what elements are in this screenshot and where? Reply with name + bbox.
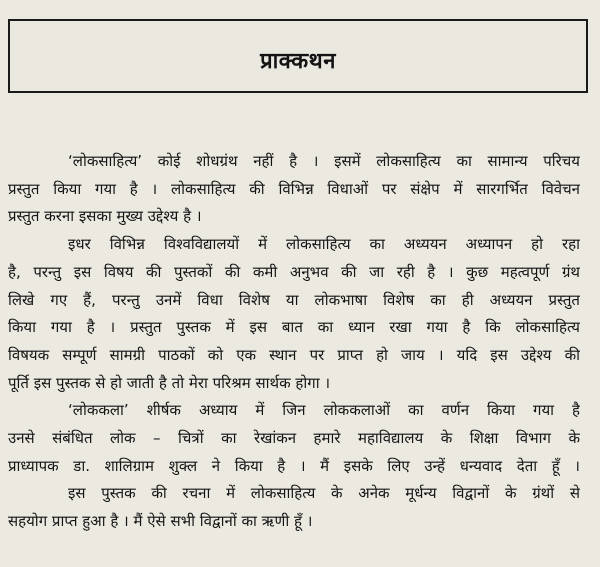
paragraph-3-line-1: ‘लोककला’ शीर्षक अध्याय में जिन लोककलाओं का वर्णन किया गया है [68, 401, 580, 420]
paragraph-2-line-3: लिखे गए हैं, परन्तु उनमें विधा विशेष या लोकभाषा विशेष का ही अध्ययन प्रस्तुत [8, 290, 580, 309]
paragraph-1-line-3: प्रस्तुत करना इसका मुख्य उद्देश्य है । [8, 207, 202, 226]
paragraph-2-line-6: पूर्ति इस पुस्तक से हो जाती है तो मेरा परिश्रम सार्थक होगा । [8, 373, 331, 392]
paragraph-2-line-5: विषयक सम्पूर्ण सामग्री पाठकों को एक स्थान पर प्राप्त हो जाय । यदि इस उद्देश्य की [8, 345, 580, 364]
paragraph-2-line-1: इधर विभिन्न विश्वविद्यालयों में लोकसाहित्य का अध्ययन अध्यापन हो रहा [68, 235, 580, 254]
paragraph-3-line-2: उनसे संबंधित लोक – चित्रों का रेखांकन हमारे महाविद्यालय के शिक्षा विभाग के [8, 429, 580, 448]
paragraph-1-line-2: प्रस्तुत किया गया है । लोकसाहित्य की विभिन्न विधाओं पर संक्षेप में सारगर्भित विवेचन [8, 179, 580, 198]
paragraph-4-line-1: इस पुस्तक की रचना में लोकसाहित्य के अनेक मूर्धन्य विद्वानों के ग्रंथों से [68, 484, 580, 503]
heading-box [8, 19, 588, 93]
paragraph-2-line-4: किया गया है । प्रस्तुत पुस्तक में इस बात का ध्यान रखा गया है कि लोकसाहित्य [8, 318, 580, 337]
preface-text [8, 148, 580, 536]
page-title: प्राक्कथन [260, 49, 336, 74]
paragraph-1-line-1: ‘लोकसाहित्य’ कोई शोधग्रंथ नहीं है । इसमें लोकसाहित्य का सामान्य परिचय [68, 152, 580, 170]
paragraph-4-line-2: सहयोग प्राप्त हुआ है । मैं ऐसे सभी विद्वानों का ऋणी हूँ । [8, 512, 313, 531]
paragraph-2-line-2: है, परन्तु इस विषय की पुस्तकों की कमी अनुभव की जा रही है । कुछ महत्वपूर्ण ग्रंथ [8, 262, 580, 281]
paragraph-3-line-3: प्राध्यापक डा. शालिग्राम शुक्ल ने किया है । मैं इसके लिए उन्हें धन्यवाद देता हूँ । [8, 456, 580, 475]
